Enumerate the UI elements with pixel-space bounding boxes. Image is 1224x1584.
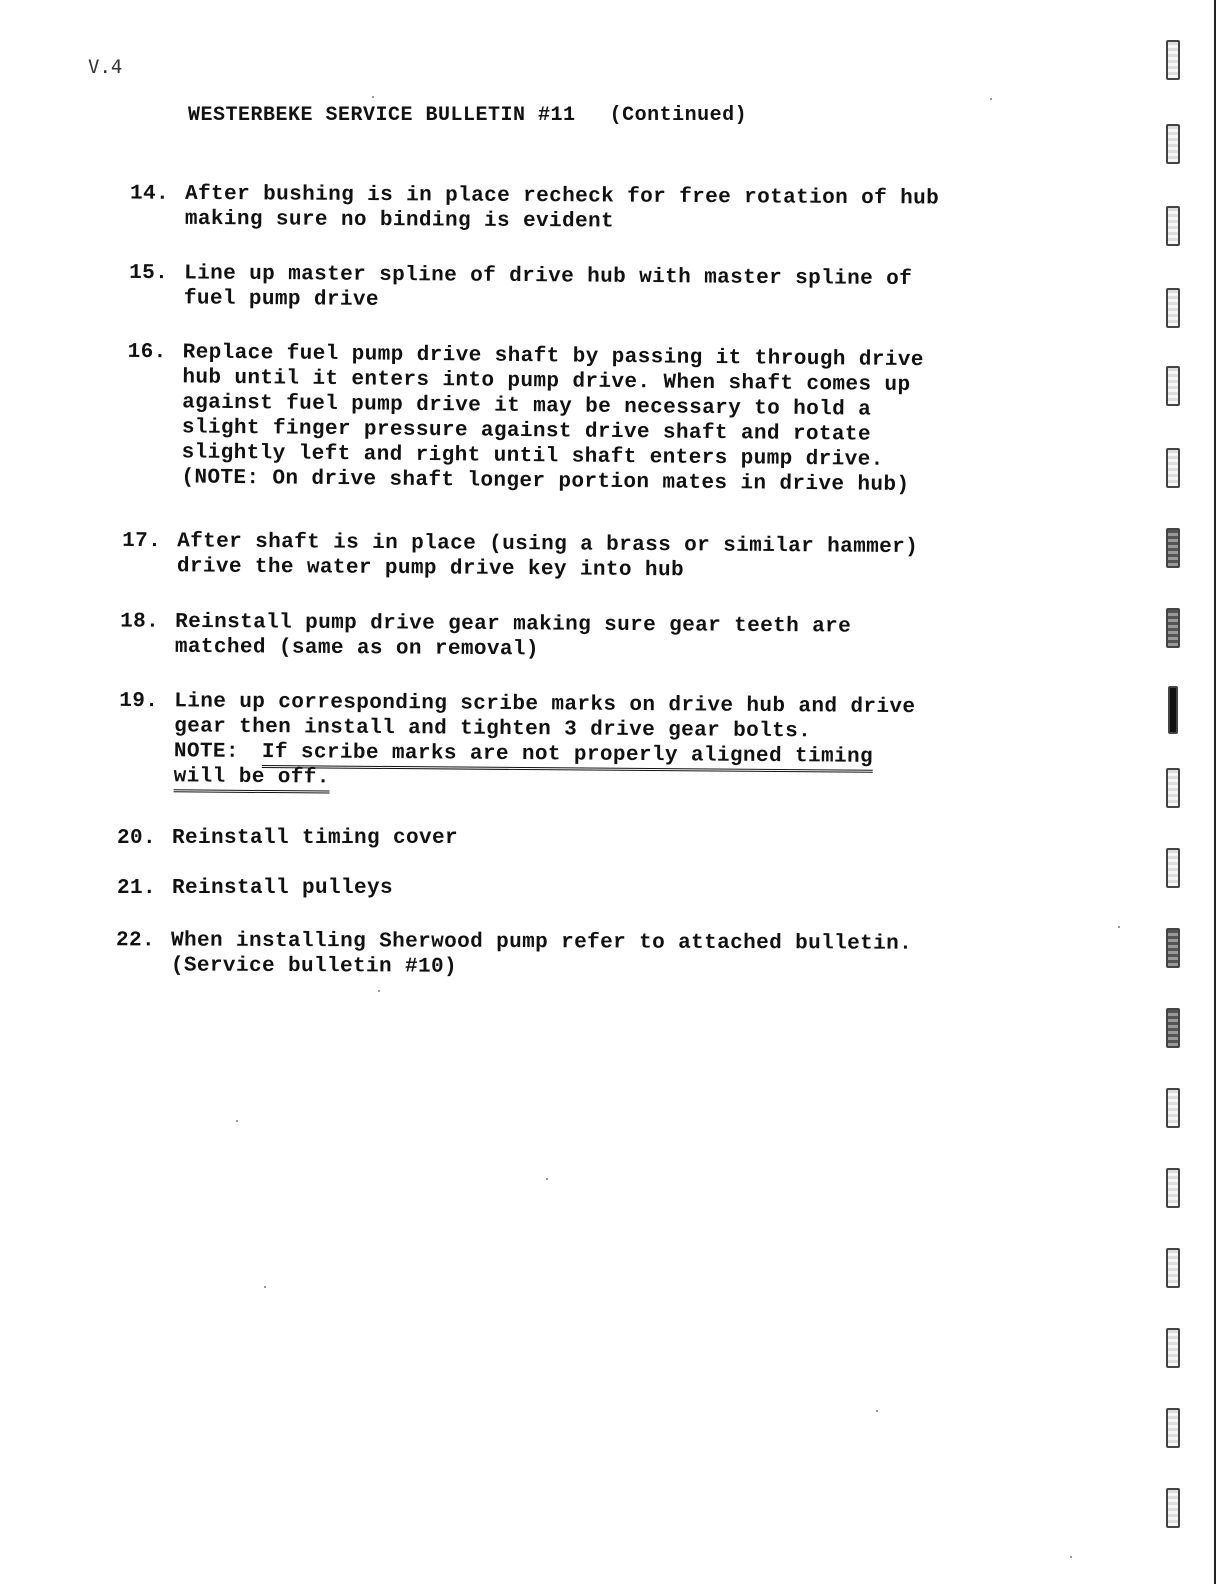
scan-speck <box>1070 1556 1072 1558</box>
note-text: If scribe marks are not properly aligned timing <box>262 741 873 773</box>
binder-hole-mark <box>1166 1408 1180 1448</box>
binder-hole-mark <box>1166 848 1180 888</box>
binder-hole-mark <box>1166 528 1180 568</box>
bulletin-title-main: WESTERBEKE SERVICE BULLETIN #11 <box>188 104 576 127</box>
list-item-21 <box>117 876 393 901</box>
item-number: 21. <box>117 877 157 900</box>
binder-hole-mark <box>1166 928 1180 968</box>
item-line: Line up master spline of drive hub with master spline of <box>184 262 913 292</box>
item-number: 14. <box>130 182 170 206</box>
binder-hole-mark <box>1166 1488 1180 1528</box>
item-number: 22. <box>116 929 156 953</box>
binder-hole-mark <box>1166 1328 1180 1368</box>
item-line: slight finger pressure against drive shaft and rotate <box>181 416 872 447</box>
binder-hole-mark <box>1166 40 1180 80</box>
item-line: After bushing is in place recheck for free rotation of hub <box>185 182 940 211</box>
item-line: against fuel pump drive it may be necessary to hold a <box>182 391 872 422</box>
item-number: 17. <box>122 529 162 554</box>
item-number: 19. <box>119 689 159 714</box>
list-item-22 <box>116 928 912 981</box>
list-item-18 <box>120 609 851 664</box>
binder-hole-mark <box>1166 1248 1180 1288</box>
item-line: After shaft is in place (using a brass or similar hammer) <box>177 530 919 560</box>
binder-hole-mark <box>1166 366 1180 406</box>
binder-hole-mark <box>1166 1168 1180 1208</box>
item-line: (NOTE: On drive shaft longer portion mates in drive hub) <box>181 466 910 498</box>
item-line: Reinstall pump drive gear making sure gear teeth are <box>175 610 852 639</box>
binder-hole-mark <box>1168 686 1178 734</box>
item-line: slightly left and right until shaft enters pump drive. <box>181 441 884 472</box>
list-item-20 <box>117 826 458 851</box>
item-line: Replace fuel pump drive shaft by passing it through drive <box>182 341 924 373</box>
binder-hole-mark <box>1166 448 1180 488</box>
list-item-16 <box>126 340 924 498</box>
binder-hole-mark <box>1166 608 1180 648</box>
page-number-label: V.4 <box>88 56 123 78</box>
scan-speck <box>372 96 374 98</box>
list-item-14 <box>130 182 939 237</box>
scan-speck <box>546 1178 548 1180</box>
item-line: (Service bulletin #10) <box>170 954 458 979</box>
scan-speck <box>876 1410 878 1412</box>
bulletin-title <box>188 104 747 127</box>
item-number: 18. <box>120 610 160 634</box>
scan-speck <box>236 1120 238 1122</box>
item-line: hub until it enters into pump drive. When shaft comes up <box>182 366 911 398</box>
note-label: NOTE: <box>173 740 240 764</box>
page-edge-line <box>1214 0 1216 1584</box>
item-line: drive the water pump drive key into hub <box>176 555 685 583</box>
item-line: Reinstall pulleys <box>172 877 394 900</box>
scan-speck <box>378 990 380 992</box>
item-number: 16. <box>127 340 167 365</box>
item-line: making sure no binding is evident <box>184 207 615 234</box>
item-number: 15. <box>129 261 169 286</box>
binder-hole-mark <box>1166 768 1180 808</box>
scan-speck <box>264 1286 266 1288</box>
binder-hole-mark <box>1166 1008 1180 1048</box>
item-line: fuel pump drive <box>183 287 380 312</box>
item-line: Reinstall timing cover <box>172 827 459 850</box>
binder-hole-mark <box>1166 1088 1180 1128</box>
note-text-continuation: will be off. <box>174 765 330 793</box>
item-number: 20. <box>117 827 157 850</box>
item-line: gear then install and tighten 3 drive gear bolts. <box>174 715 812 744</box>
bulletin-title-suffix: (Continued) <box>609 104 748 127</box>
binder-hole-mark <box>1166 288 1180 328</box>
scan-speck <box>990 98 992 100</box>
scan-speck <box>1118 926 1120 928</box>
item-line: matched (same as on removal) <box>174 635 540 662</box>
item-line: Line up corresponding scribe marks on drive hub and drive <box>174 690 916 720</box>
binder-hole-mark <box>1166 206 1180 246</box>
binder-hole-mark <box>1166 124 1180 164</box>
list-item-17 <box>122 529 918 585</box>
item-line: When installing Sherwood pump refer to attached bulletin. <box>171 929 913 956</box>
list-item-15 <box>129 261 912 317</box>
list-item-19 <box>119 689 916 795</box>
